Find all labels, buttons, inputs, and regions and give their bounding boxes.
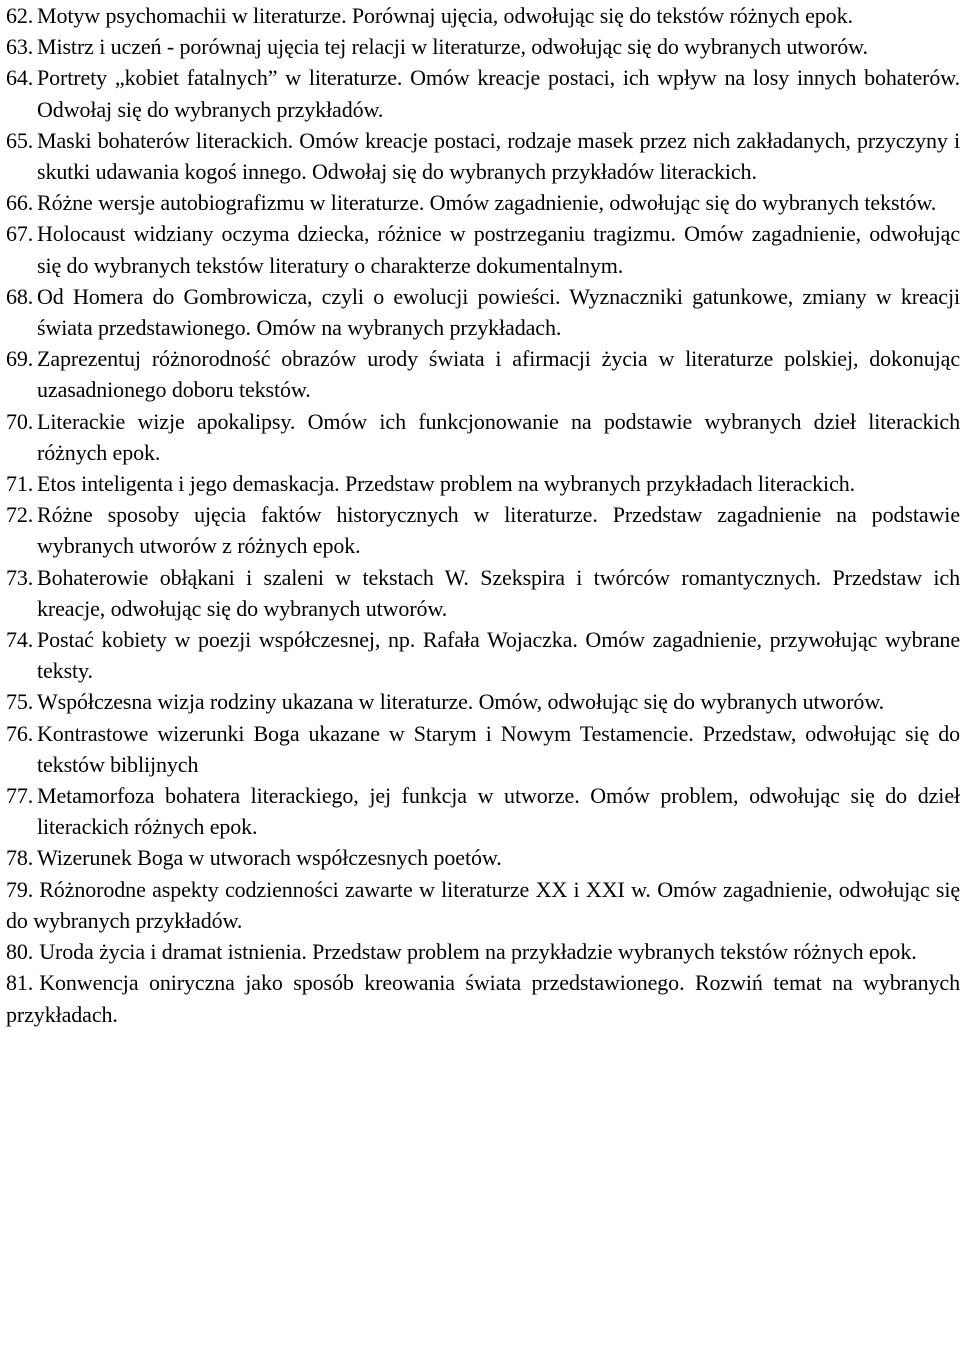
topic-item [6, 967, 960, 1029]
topic-text: Różne wersje autobiografizmu w literaturze. Omów zagadnienie, odwołując się do wybranych tekstów. [37, 190, 937, 216]
topic-text: Postać kobiety w poezji współczesnej, np. Rafała Wojaczka. Omów zagadnienie, przywołując wybrane teksty. [37, 627, 960, 684]
topic-text: Maski bohaterów literackich. Omów kreacje postaci, rodzaje masek przez nich zakładanych, przyczyny i skutki udawania kogoś innego. Odwołaj się do wybranych przykładów literackich. [37, 127, 960, 185]
topic-number: 68. [6, 283, 34, 309]
topic-item [6, 406, 960, 468]
topic-item [6, 874, 960, 936]
topic-text: Uroda życia i dramat istnienia. Przedstaw problem na przykładzie wybranych tekstów różnych epok. [39, 939, 917, 965]
topic-text: Wizerunek Boga w utworach współczesnych poetów. [37, 845, 502, 871]
topic-number: 71. [6, 471, 34, 497]
topic-item [6, 562, 960, 624]
topic-number: 77. [6, 783, 34, 809]
topic-item [6, 624, 960, 686]
topic-number: 75. [6, 689, 34, 715]
topic-text: Literackie wizje apokalipsy. Omów ich funkcjonowanie na podstawie wybranych dzieł literackich różnych epok. [37, 408, 960, 465]
topic-item [6, 343, 960, 405]
topic-number: 76. [6, 720, 34, 746]
topic-item [6, 62, 960, 124]
topic-item [6, 218, 960, 280]
topic-item [6, 0, 960, 31]
topic-text: Zaprezentuj różnorodność obrazów urody świata i afirmacji życia w literaturze polskiej, dokonując uzasadnionego doboru tekstów. [37, 346, 960, 403]
topic-item [6, 499, 960, 561]
topic-text: Holocaust widziany oczyma dziecka, różnice w postrzeganiu tragizmu. Omów zagadnienie, odwołując się do wybranych tekstów literatury o charakterze dokumentalnym. [37, 221, 960, 278]
topic-number: 64. [6, 65, 34, 91]
topic-item [6, 780, 960, 842]
topic-text: Od Homera do Gombrowicza, czyli o ewolucji powieści. Wyznaczniki gatunkowe, zmiany w kreacji świata przedstawionego. Omów na wybranych przykładach. [37, 283, 960, 341]
topic-list [6, 0, 960, 1030]
topic-number: 62. [6, 3, 34, 28]
topic-text: Etos inteligenta i jego demaskacja. Przedstaw problem na wybranych przykładach literackich. [37, 471, 856, 497]
topic-number: 78. [6, 845, 34, 871]
topic-item [6, 936, 960, 967]
topic-item [6, 31, 960, 62]
topic-text: Współczesna wizja rodziny ukazana w literaturze. Omów, odwołując się do wybranych utworów. [37, 689, 885, 715]
topic-number: 66. [6, 190, 34, 216]
topic-number: 65. [6, 127, 34, 153]
topic-number: 73. [6, 564, 34, 590]
topic-text: Różnorodne aspekty codzienności zawarte w literaturze XX i XXI w. Omów zagadnienie, odwołując się do wybranych przykładów. [6, 876, 960, 933]
topic-item [6, 718, 960, 780]
topic-text: Motyw psychomachii w literaturze. Porównaj ujęcia, odwołując się do tekstów różnych epok. [37, 3, 853, 28]
topic-number: 70. [6, 408, 34, 434]
topic-item [6, 187, 960, 218]
topic-number: 79. [6, 876, 34, 902]
topic-text: Różne sposoby ujęcia faktów historycznych w literaturze. Przedstaw zagadnienie na podstawie wybranych utworów z różnych epok. [37, 502, 960, 559]
topic-text: Mistrz i uczeń - porównaj ujęcia tej relacji w literaturze, odwołując się do wybranych utworów. [37, 34, 868, 60]
topic-text: Kontrastowe wizerunki Boga ukazane w Starym i Nowym Testamencie. Przedstaw, odwołując się do tekstów biblijnych [37, 720, 960, 777]
topic-number: 81. [6, 970, 34, 996]
topic-text: Bohaterowie obłąkani i szaleni w tekstach W. Szekspira i twórców romantycznych. Przedstaw ich kreacje, odwołując się do wybranych utworów. [37, 564, 960, 621]
topic-item [6, 468, 960, 499]
topic-number: 80. [6, 939, 34, 965]
topic-text: Konwencja oniryczna jako sposób kreowania świata przedstawionego. Rozwiń temat na wybranych przykładach. [6, 970, 960, 1027]
topic-number: 69. [6, 346, 34, 372]
topic-item [6, 686, 960, 717]
topic-number: 63. [6, 34, 34, 60]
topic-text: Portrety „kobiet fatalnych” w literaturze. Omów kreacje postaci, ich wpływ na losy innych bohaterów. Odwołaj się do wybranych przykładów. [37, 65, 960, 122]
topic-item [6, 125, 960, 187]
topic-item [6, 842, 960, 873]
topic-number: 72. [6, 502, 34, 528]
topic-number: 67. [6, 221, 34, 247]
topic-text: Metamorfoza bohatera literackiego, jej funkcja w utworze. Omów problem, odwołując się do dzieł literackich różnych epok. [37, 783, 960, 840]
topic-number: 74. [6, 627, 34, 653]
topic-item [6, 281, 960, 343]
